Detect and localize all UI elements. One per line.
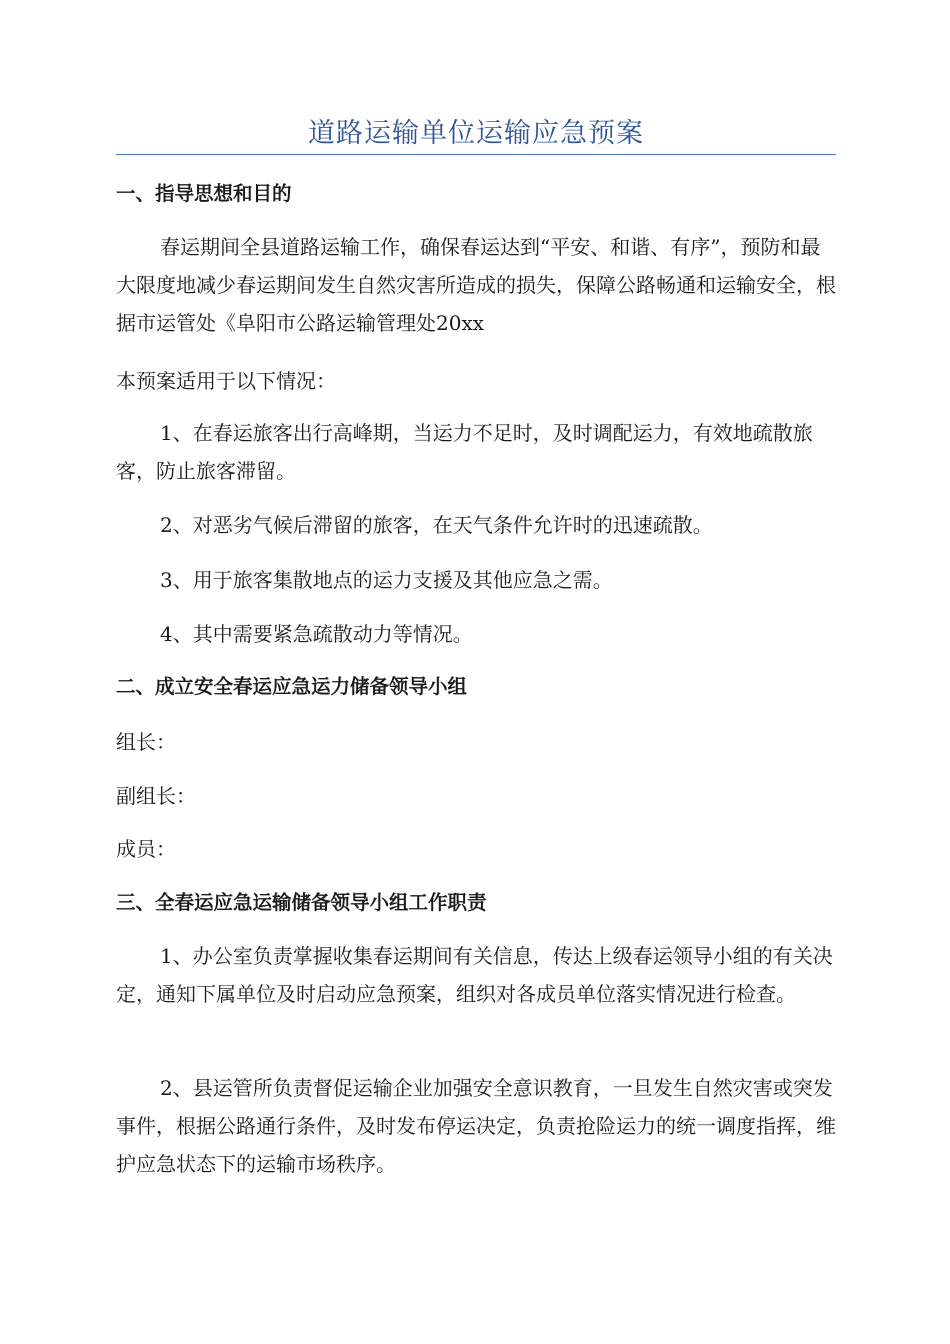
document-title: 道路运输单位运输应急预案 — [308, 118, 644, 149]
duty-item-1: 1、办公室负责掌握收集春运期间有关信息，传达上级春运领导小组的有关决定，通知下属单位及时启动应急预案，组织对各成员单位落实情况进行检查。 — [116, 944, 833, 1006]
section-3-heading: 三、全春运应急运输储备领导小组工作职责 — [116, 891, 487, 914]
section-2-heading: 二、成立安全春运应急运力储备领导小组 — [116, 675, 468, 698]
duty-item-2: 2、县运管所负责督促运输企业加强安全意识教育，一旦发生自然灾害或突发事件，根据公路通行条件，及时发布停运决定，负责抢险运力的统一调度指挥，维护应急状态下的运输市场秩序。 — [116, 1076, 836, 1176]
scope-item-4: 4、其中需要紧急疏散动力等情况。 — [160, 622, 473, 646]
scope-item-1: 1、在春运旅客出行高峰期，当运力不足时，及时调配运力，有效地疏散旅客，防止旅客滞留。 — [116, 421, 813, 483]
scope-item-3: 3、用于旅客集散地点的运力支援及其他应急之需。 — [160, 568, 613, 592]
section-1-paragraph: 春运期间全县道路运输工作，确保春运达到“平安、和谐、有序”，预防和最大限度地减少春运期间发生自然灾害所造成的损失，保障公路畅通和运输安全，根据市运管处《阜阳市公路运输管理处20xx — [116, 235, 836, 335]
section-1-heading: 一、指导思想和目的 — [116, 182, 292, 205]
group-leader-label: 组长： — [116, 730, 176, 754]
deputy-leader-label: 副组长： — [116, 784, 196, 808]
title-underline — [116, 154, 836, 155]
scope-item-2: 2、对恶劣气候后滞留的旅客，在天气条件允许时的迅速疏散。 — [160, 513, 713, 537]
scope-intro: 本预案适用于以下情况： — [116, 369, 336, 393]
members-label: 成员： — [116, 837, 176, 861]
